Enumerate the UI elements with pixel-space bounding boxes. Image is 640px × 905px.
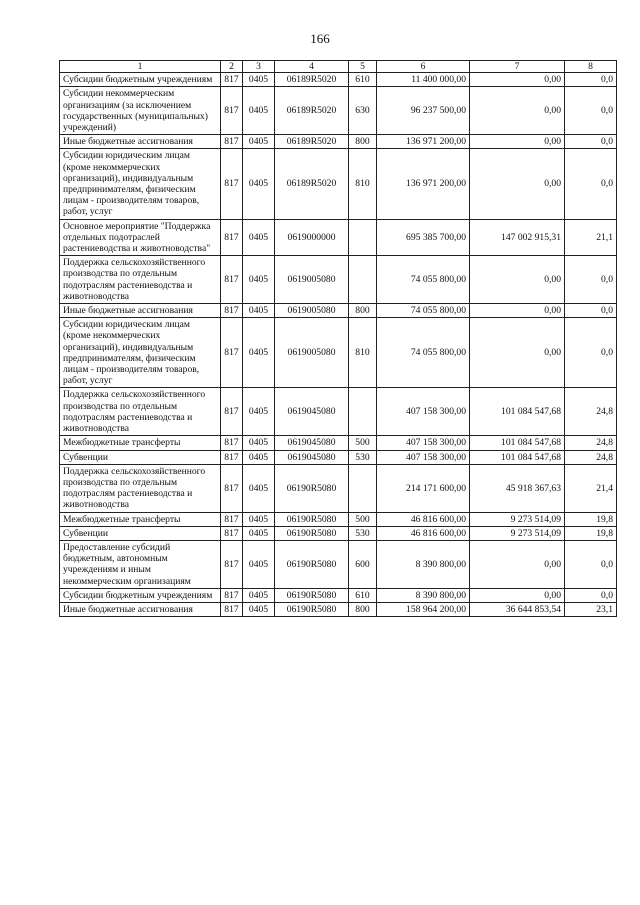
cell-section-code: 0405 (243, 602, 275, 616)
cell-percent: 19,8 (565, 512, 617, 526)
cell-plan-amount: 407 158 300,00 (377, 436, 470, 450)
cell-target-code: 0619045080 (275, 450, 349, 464)
header-col-6: 6 (377, 61, 470, 73)
cell-section-code: 0405 (243, 436, 275, 450)
cell-name: Межбюджетные трансферты (60, 436, 221, 450)
cell-admin-code: 817 (221, 135, 243, 149)
cell-target-code: 06189R5020 (275, 87, 349, 135)
cell-expense-type: 600 (349, 540, 377, 588)
cell-expense-type (349, 388, 377, 436)
cell-name: Субвенции (60, 450, 221, 464)
cell-plan-amount: 214 171 600,00 (377, 464, 470, 512)
header-col-7: 7 (470, 61, 565, 73)
cell-actual-amount: 0,00 (470, 588, 565, 602)
cell-target-code: 0619045080 (275, 436, 349, 450)
cell-expense-type (349, 256, 377, 304)
cell-section-code: 0405 (243, 526, 275, 540)
cell-percent: 0,0 (565, 256, 617, 304)
cell-expense-type: 530 (349, 450, 377, 464)
cell-percent: 0,0 (565, 135, 617, 149)
cell-expense-type: 810 (349, 318, 377, 388)
cell-plan-amount: 136 971 200,00 (377, 135, 470, 149)
cell-plan-amount: 136 971 200,00 (377, 149, 470, 219)
table-row (60, 149, 617, 219)
cell-admin-code: 817 (221, 602, 243, 616)
cell-name: Предоставление субсидий бюджетным, автономным учреждениям и иным некоммерческим организациям (60, 540, 221, 588)
cell-section-code: 0405 (243, 304, 275, 318)
cell-section-code: 0405 (243, 87, 275, 135)
cell-admin-code: 817 (221, 540, 243, 588)
cell-actual-amount: 101 084 547,68 (470, 450, 565, 464)
header-col-3: 3 (243, 61, 275, 73)
cell-admin-code: 817 (221, 219, 243, 256)
cell-target-code: 0619005080 (275, 304, 349, 318)
cell-target-code: 0619005080 (275, 256, 349, 304)
cell-target-code: 0619000000 (275, 219, 349, 256)
cell-admin-code: 817 (221, 388, 243, 436)
cell-name: Субсидии некоммерческим организациям (за исключением государственных (муниципальных) учреждений) (60, 87, 221, 135)
table-row (60, 450, 617, 464)
cell-actual-amount: 0,00 (470, 149, 565, 219)
cell-expense-type: 810 (349, 149, 377, 219)
cell-expense-type (349, 219, 377, 256)
table-header-row (60, 61, 617, 73)
cell-actual-amount: 0,00 (470, 540, 565, 588)
table-row (60, 526, 617, 540)
header-col-2: 2 (221, 61, 243, 73)
table-row (60, 464, 617, 512)
cell-percent: 0,0 (565, 540, 617, 588)
cell-expense-type: 610 (349, 73, 377, 87)
cell-section-code: 0405 (243, 388, 275, 436)
cell-plan-amount: 8 390 800,00 (377, 540, 470, 588)
cell-actual-amount: 36 644 853,54 (470, 602, 565, 616)
budget-table (59, 60, 617, 617)
header-col-5: 5 (349, 61, 377, 73)
cell-actual-amount: 9 273 514,09 (470, 512, 565, 526)
cell-percent: 21,4 (565, 464, 617, 512)
cell-plan-amount: 158 964 200,00 (377, 602, 470, 616)
cell-actual-amount: 0,00 (470, 318, 565, 388)
page-number: 166 (310, 31, 330, 46)
cell-section-code: 0405 (243, 588, 275, 602)
table-row (60, 135, 617, 149)
cell-name: Основное мероприятие "Поддержка отдельных подотраслей растениеводства и животноводства" (60, 219, 221, 256)
cell-target-code: 06190R5080 (275, 512, 349, 526)
cell-section-code: 0405 (243, 540, 275, 588)
cell-name: Поддержка сельскохозяйственного производства по отдельным подотраслям растениеводства и животноводства (60, 388, 221, 436)
cell-percent: 19,8 (565, 526, 617, 540)
cell-actual-amount: 0,00 (470, 87, 565, 135)
cell-name: Субвенции (60, 526, 221, 540)
cell-percent: 0,0 (565, 149, 617, 219)
cell-admin-code: 817 (221, 588, 243, 602)
cell-expense-type: 800 (349, 602, 377, 616)
cell-plan-amount: 407 158 300,00 (377, 388, 470, 436)
cell-expense-type: 530 (349, 526, 377, 540)
cell-target-code: 06189R5020 (275, 149, 349, 219)
cell-plan-amount: 8 390 800,00 (377, 588, 470, 602)
cell-admin-code: 817 (221, 526, 243, 540)
table-row (60, 87, 617, 135)
cell-percent: 21,1 (565, 219, 617, 256)
cell-admin-code: 817 (221, 256, 243, 304)
cell-plan-amount: 46 816 600,00 (377, 526, 470, 540)
cell-target-code: 06190R5080 (275, 464, 349, 512)
table-row (60, 512, 617, 526)
cell-target-code: 0619045080 (275, 388, 349, 436)
cell-name: Иные бюджетные ассигнования (60, 135, 221, 149)
cell-name: Субсидии бюджетным учреждениям (60, 73, 221, 87)
cell-plan-amount: 74 055 800,00 (377, 304, 470, 318)
cell-name: Субсидии юридическим лицам (кроме некоммерческих организаций), индивидуальным предпринимателям, физическим лицам - производителям товаров, работ, услуг (60, 149, 221, 219)
cell-actual-amount: 0,00 (470, 73, 565, 87)
cell-target-code: 0619005080 (275, 318, 349, 388)
cell-percent: 24,8 (565, 388, 617, 436)
cell-admin-code: 817 (221, 149, 243, 219)
cell-target-code: 06190R5080 (275, 540, 349, 588)
table-row (60, 304, 617, 318)
cell-expense-type: 500 (349, 512, 377, 526)
table-row (60, 219, 617, 256)
cell-expense-type: 800 (349, 135, 377, 149)
cell-percent: 0,0 (565, 304, 617, 318)
cell-plan-amount: 695 385 700,00 (377, 219, 470, 256)
cell-section-code: 0405 (243, 318, 275, 388)
cell-section-code: 0405 (243, 464, 275, 512)
cell-percent: 24,8 (565, 450, 617, 464)
table-row (60, 388, 617, 436)
cell-admin-code: 817 (221, 304, 243, 318)
cell-actual-amount: 9 273 514,09 (470, 526, 565, 540)
cell-actual-amount: 0,00 (470, 256, 565, 304)
cell-name: Межбюджетные трансферты (60, 512, 221, 526)
cell-expense-type: 500 (349, 436, 377, 450)
cell-actual-amount: 0,00 (470, 135, 565, 149)
cell-admin-code: 817 (221, 73, 243, 87)
cell-plan-amount: 46 816 600,00 (377, 512, 470, 526)
cell-actual-amount: 0,00 (470, 304, 565, 318)
cell-admin-code: 817 (221, 464, 243, 512)
table-row (60, 318, 617, 388)
table-row (60, 256, 617, 304)
cell-plan-amount: 96 237 500,00 (377, 87, 470, 135)
table-row (60, 540, 617, 588)
cell-admin-code: 817 (221, 87, 243, 135)
cell-admin-code: 817 (221, 450, 243, 464)
cell-section-code: 0405 (243, 73, 275, 87)
cell-percent: 0,0 (565, 87, 617, 135)
cell-actual-amount: 147 002 915,31 (470, 219, 565, 256)
cell-expense-type: 630 (349, 87, 377, 135)
cell-target-code: 06190R5080 (275, 588, 349, 602)
table-row (60, 436, 617, 450)
cell-expense-type: 800 (349, 304, 377, 318)
cell-name: Иные бюджетные ассигнования (60, 602, 221, 616)
cell-section-code: 0405 (243, 149, 275, 219)
cell-plan-amount: 407 158 300,00 (377, 450, 470, 464)
cell-section-code: 0405 (243, 219, 275, 256)
header-col-8: 8 (565, 61, 617, 73)
cell-percent: 24,8 (565, 436, 617, 450)
cell-plan-amount: 11 400 000,00 (377, 73, 470, 87)
cell-admin-code: 817 (221, 436, 243, 450)
cell-percent: 23,1 (565, 602, 617, 616)
cell-plan-amount: 74 055 800,00 (377, 256, 470, 304)
cell-target-code: 06190R5080 (275, 526, 349, 540)
cell-section-code: 0405 (243, 512, 275, 526)
cell-name: Субсидии юридическим лицам (кроме некоммерческих организаций), индивидуальным предпринимателям, физическим лицам - производителям товаров, работ, услуг (60, 318, 221, 388)
cell-percent: 0,0 (565, 318, 617, 388)
cell-name: Иные бюджетные ассигнования (60, 304, 221, 318)
cell-actual-amount: 45 918 367,63 (470, 464, 565, 512)
cell-percent: 0,0 (565, 73, 617, 87)
cell-name: Поддержка сельскохозяйственного производства по отдельным подотраслям растениеводства и животноводства (60, 256, 221, 304)
cell-admin-code: 817 (221, 318, 243, 388)
cell-section-code: 0405 (243, 450, 275, 464)
cell-name: Поддержка сельскохозяйственного производства по отдельным подотраслям растениеводства и животноводства (60, 464, 221, 512)
cell-expense-type: 610 (349, 588, 377, 602)
table-row (60, 602, 617, 616)
cell-name: Субсидии бюджетным учреждениям (60, 588, 221, 602)
cell-section-code: 0405 (243, 256, 275, 304)
cell-target-code: 06189R5020 (275, 73, 349, 87)
header-col-1: 1 (60, 61, 221, 73)
cell-actual-amount: 101 084 547,68 (470, 436, 565, 450)
cell-expense-type (349, 464, 377, 512)
cell-target-code: 06190R5080 (275, 602, 349, 616)
cell-section-code: 0405 (243, 135, 275, 149)
cell-plan-amount: 74 055 800,00 (377, 318, 470, 388)
cell-target-code: 06189R5020 (275, 135, 349, 149)
cell-percent: 0,0 (565, 588, 617, 602)
header-col-4: 4 (275, 61, 349, 73)
cell-admin-code: 817 (221, 512, 243, 526)
table-row (60, 588, 617, 602)
cell-actual-amount: 101 084 547,68 (470, 388, 565, 436)
table-row (60, 73, 617, 87)
